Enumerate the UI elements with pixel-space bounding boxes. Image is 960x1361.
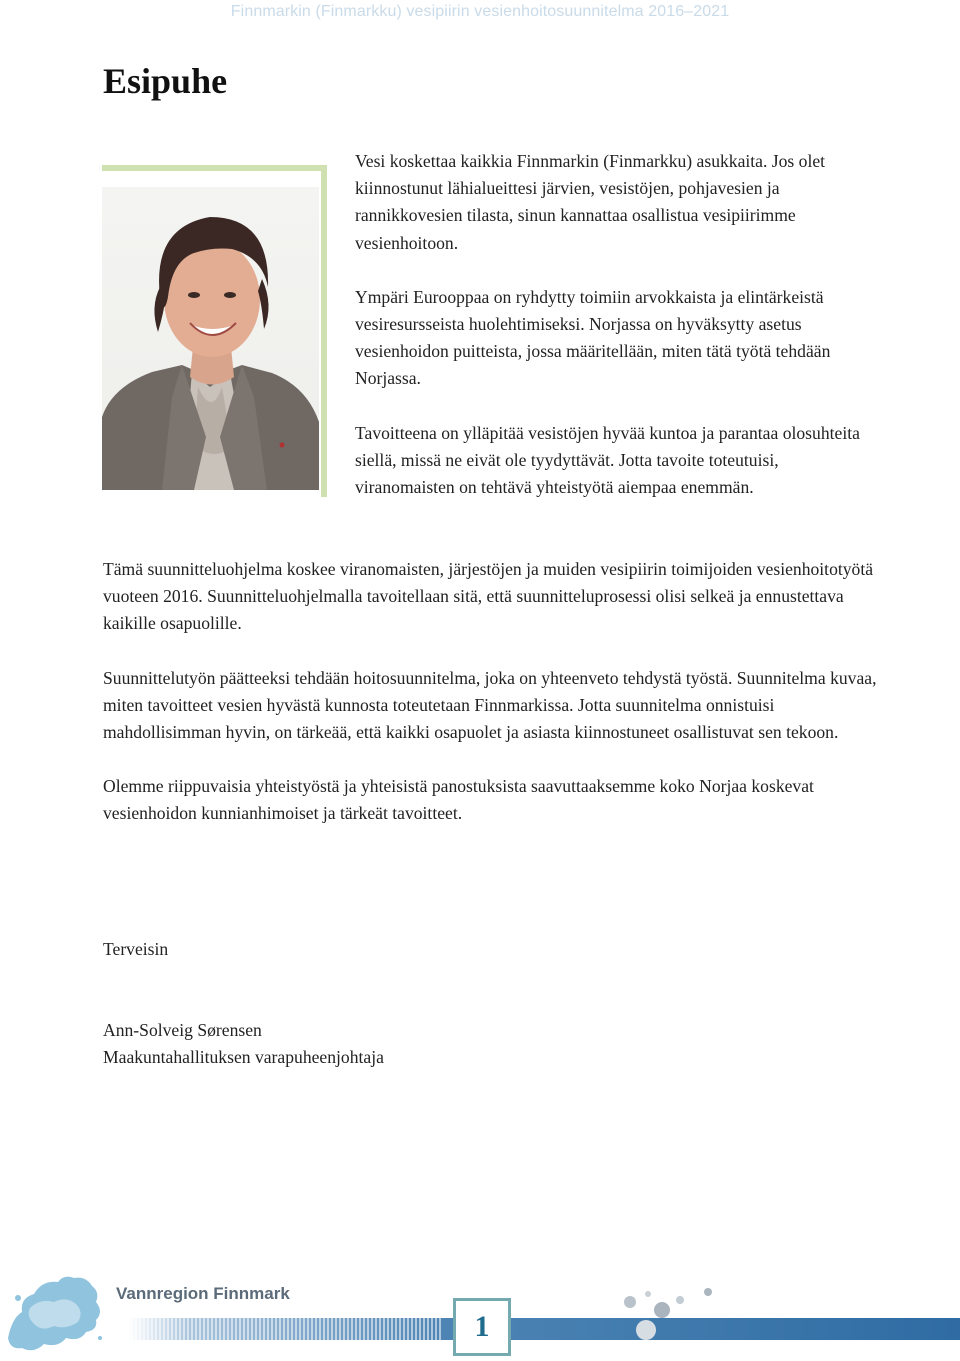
footer-brand-name: Vannregion Finnmark [116,1284,290,1303]
signature-name: Ann-Solveig Sørensen [103,1020,262,1040]
signature-role: Maakuntahallituksen varapuheenjohtaja [103,1047,384,1068]
body-text-block [103,556,883,828]
running-header: Finnmarkin (Finmarkku) vesipiirin vesienhoitosuunnitelma 2016–2021 [230,3,730,20]
closing-greeting: Terveisin [103,939,169,959]
intro-paragraph: Tavoitteena on ylläpitää vesistöjen hyvää kuntoa ja parantaa olosuhteita siellä, missä ne eivät ole tyydyttävät. Jotta tavoite toteutuisi, viranomaisten on tehtävä yhteistyötä aiempaa enemmän. [355,422,860,498]
intro-paragraph: Vesi koskettaa kaikkia Finnmarkin (Finmarkku) asukkaita. Jos olet kiinnostunut lähialueittesi järvien, vesistöjen, pohjavesien ja rannikkovesien tilasta, sinun kannattaa osallistua vesipiirimme vesienhoitoon. [355,151,826,253]
body-paragraph: Tämä suunnitteluohjelma koskee viranomaisten, järjestöjen ja muiden vesipiirin toimijoiden vesienhoitotyötä vuoteen 2016. Suunnitteluohjelmalla tavoitellaan sitä, että suunnitteluprosessi olisi selkeä ja ennustettava kaikille osapuolille. [103,559,874,634]
signature-block [103,1017,384,1071]
page-title: Esipuhe [103,61,228,101]
intro-paragraph: Ympäri Eurooppaa on ryhdytty toimiin arvokkaista ja elintärkeistä vesiresursseista huolehtimiseksi. Norjassa on hyväksytty asetus vesienhoidon puitteista, jossa määritellään, miten tätä työtä tehdään Norjassa. [355,286,831,389]
page-number: 1 [453,1298,511,1356]
water-droplets-icon [610,1280,730,1360]
photo-frame-top-bar [102,165,327,171]
intro-text-block [355,148,880,501]
photo-frame-right-bar [321,165,327,497]
portrait-photo-frame [102,165,327,497]
footer-band-texture [103,1318,443,1340]
finnmark-map-logo-icon [0,1268,110,1358]
portrait-illustration [102,187,319,490]
body-paragraph: Olemme riippuvaisia yhteistyöstä ja yhteisistä panostuksista saavuttaaksemme koko Norjaa koskevat vesienhoidon kunnianhimoiset ja tärkeät tavoitteet. [103,776,814,824]
portrait-photo [102,187,319,490]
body-paragraph: Suunnittelutyön päätteeksi tehdään hoitosuunnitelma, joka on yhteenveto tehdystä työstä. Suunnitelma kuvaa, miten tavoitteet vesien hyvästä kunnosta toteutetaan Finnmarkissa. Jotta suunnitelma onnistuisi mahdollisimman hyvin, on tärkeää, että kaikki osapuolet ja asiasta kiinnostuneet osallistuvat sen tekoon. [103,667,877,743]
